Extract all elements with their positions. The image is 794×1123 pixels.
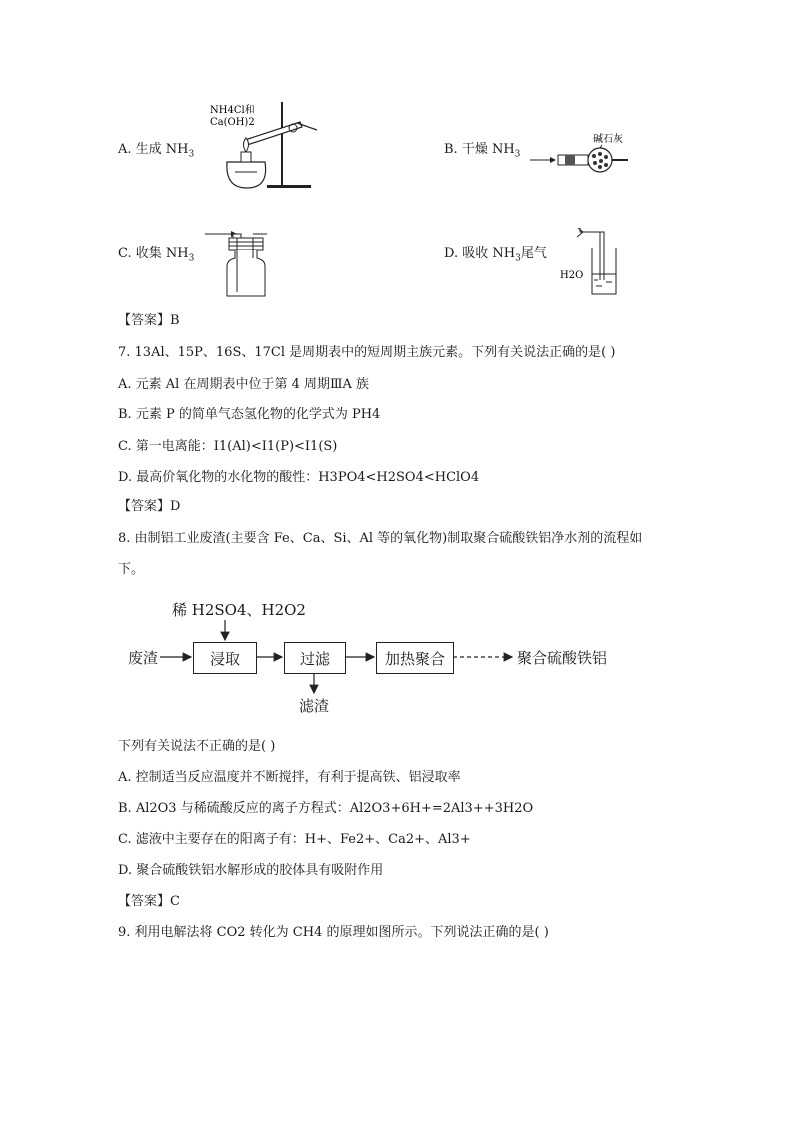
q6-option-a: A. 生成 $NH_3$: [118, 142, 195, 160]
q8-option-d: D. 聚合硫酸铁铝水解形成的胶体具有吸附作用: [118, 863, 384, 878]
q7-option-d: D. 最高价氧化物的水化物的酸性：H3PO4<H2SO4<HClO4: [118, 470, 480, 485]
q7-stem: 7. 13Al、15P、16S、17Cl 是周期表中的短周期主族元素。下列有关说法正确的是( ): [118, 345, 616, 360]
q8-option-a: A. 控制适当反应温度并不断搅拌，有利于提高铁、铝浸取率: [118, 770, 461, 785]
flow-step-filter: 过滤: [284, 642, 346, 674]
flow-input: 废渣: [128, 649, 159, 667]
q7-answer: 【答案】D: [118, 499, 181, 514]
q6-fig-d-label: H2O: [560, 270, 584, 281]
flow-step-polymerize: 加热聚合: [376, 642, 454, 674]
q6-option-c: C. 收集 $NH_3$: [118, 246, 195, 264]
q7-option-b: B. 元素 P 的简单气态氢化物的化学式为 PH4: [118, 407, 381, 422]
q6-fig-a-label1: NH4Cl和: [210, 105, 255, 116]
q6-option-b: B. 干燥 $NH_3$: [444, 142, 521, 160]
q8-stem-line2: 下。: [118, 562, 145, 577]
q7-option-c: C. 第一电离能：I1(Al)<I1(P)<I1(S): [118, 439, 338, 454]
q8-option-c: C. 滤液中主要存在的阳离子有：H+、Fe2+、Ca2+、Al3+: [118, 832, 471, 847]
q8-answer: 【答案】C: [118, 894, 180, 909]
q6-fig-b-label: 碱石灰: [593, 134, 623, 145]
q6-answer: 【答案】B: [118, 313, 180, 328]
q6-fig-a-label2: Ca(OH)2: [210, 117, 255, 128]
q7-option-a: A. 元素 Al 在周期表中位于第 4 周期ⅢA 族: [118, 377, 370, 392]
q8-question: 下列有关说法不正确的是( ): [118, 739, 276, 754]
flow-residue: 滤渣: [299, 697, 330, 715]
flow-reagent: 稀 H2SO4、H2O2: [172, 601, 306, 619]
q8-stem-line1: 8. 由制铝工业废渣(主要含 Fe、Ca、Si、Al 等的氧化物)制取聚合硫酸铁铝净水剂的流程如: [118, 531, 643, 546]
q6-option-d: D. 吸收 $NH_3$尾气: [444, 246, 547, 264]
q9-stem: 9. 利用电解法将 CO2 转化为 CH4 的原理如图所示。下列说法正确的是( ): [118, 925, 549, 940]
flow-step-leaching: 浸取: [193, 642, 257, 674]
flow-output: 聚合硫酸铁铝: [517, 649, 608, 667]
q8-option-b: B. Al2O3 与稀硫酸反应的离子方程式：Al2O3+6H+=2Al3++3H2O: [118, 801, 534, 816]
